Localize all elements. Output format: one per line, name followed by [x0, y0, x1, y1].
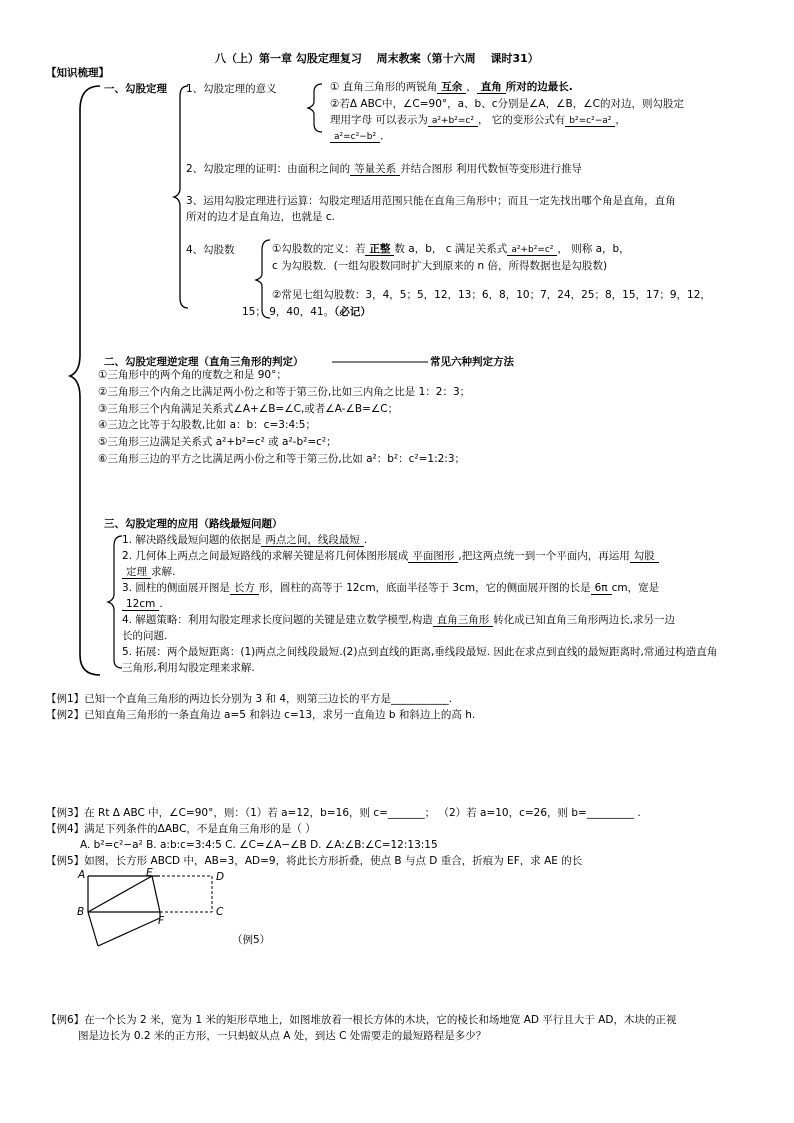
part3-item5-line2: 三角形,利用勾股定理来求解. [122, 662, 255, 674]
part3-item3-line2: 12cm . [122, 597, 163, 611]
example-4: 【例4】满足下列条件的ΔABC，不是直角三角形的是（ ） [46, 823, 316, 835]
item1-line2: ②若Δ ABC中，∠C=90°，a、b、c分别是∠A，∠B，∠C的对边，则勾股定 [330, 98, 684, 110]
fig-label-d: D [216, 871, 225, 883]
part3-item4-line2: 长的问题. [122, 630, 168, 642]
part3-item1: 1. 解决路线最短问题的依据是 两点之间，线段最短 . [122, 534, 368, 546]
fig-label-c: C [216, 906, 224, 918]
part2-item: ⑥三角形三边的平方之比满足两小份之和等于第三份,比如 a²：b²：c²=1:2:3； [98, 453, 466, 465]
fig-label-a: A [78, 869, 86, 881]
fig-label-f: F [158, 915, 165, 927]
item1-line4: a²=c²−b² ． [330, 129, 391, 144]
part3-brace [108, 536, 122, 668]
part2-item: ①三角形中的两个角的度数之和是 90°； [98, 369, 287, 381]
example-6-line1: 【例6】在一个长为 2 米，宽为 1 米的矩形草地上，如图堆放着一根长方体的木块，它的棱长和场地宽 AD 平行且大于 AD，木块的正视 [46, 1014, 677, 1026]
item4-line2: c 为勾股数．(一组勾股数同时扩大到原来的 n 倍，所得数据也是勾股数) [272, 260, 608, 272]
example-4-options: A. b²=c²−a² B. a:b:c=3:4:5 C. ∠C=∠A−∠B D. ∠A:∠B:∠C=12:13:15 [80, 839, 438, 851]
part3-heading: 三、勾股定理的应用（路线最短问题） [104, 518, 283, 530]
part3-item3-line1: 3. 圆柱的侧面展开图是 长方 形，圆柱的高等于 12cm，底面半径等于 3cm，它的侧面展开图的长是 6π cm，宽是 [122, 582, 660, 594]
item1-label: 1、勾股定理的意义 [186, 83, 277, 95]
item4-line4: 15； 9，40，41。（必记） [242, 306, 371, 318]
example-3: 【例3】在 Rt Δ ABC 中，∠C=90°，则：（1）若 a=12，b=16，则 c=_______； （2）若 a=10，c=26，则 b=_________ . [46, 807, 641, 819]
example-5-caption: （例5） [232, 934, 271, 946]
part3-item2-line1: 2. 几何体上两点之间最短路线的求解关键是将几何体图形展成 平面图形 ,把这两点统一到一个平面内，再运用 勾股 [122, 549, 659, 563]
section-header: 【知识梳理】 [46, 67, 109, 79]
part1-heading: 一、勾股定理 [104, 83, 167, 95]
example-1: 【例1】已知一个直角三角形的两边长分别为 3 和 4，则第三边长的平方是___________. [46, 693, 453, 705]
part2-item: ⑤三角形三边满足关系式 a²+b²=c² 或 a²-b²=c²； [98, 436, 337, 448]
page-title: 八（上）第一章 勾股定理复习 周末教案（第十六周 课时31） [215, 52, 539, 65]
example5-figure [88, 876, 212, 946]
item2-text: 2、勾股定理的证明：由面积之间的 等量关系 并结合图形 利用代数恒等变形进行推导 [186, 163, 583, 175]
item3-line2: 所对的边才是直角边，也就是 c. [186, 211, 335, 223]
example-6-line2: 图是边长为 0.2 米的正方形，一只蚂蚁从点 A 处，到达 C 处需要走的最短路程是多少？ [78, 1030, 487, 1042]
part3-item5-line1: 5. 拓展：两个最短距离：(1)两点之间线段最短.(2)点到直线的距离,垂线段最短. 因此在求点到直线的最短距离时,常通过构造直角 [122, 646, 718, 658]
main-brace [70, 86, 100, 675]
part2-heading: 二、勾股定理逆定理（直角三角形的判定） [104, 356, 304, 368]
part3-item4-line1: 4. 解题策略：利用勾股定理求长度问题的关键是建立数学模型,构造 直角三角形 转化成已知直角三角形两边长,求另一边 [122, 614, 676, 626]
example-2: 【例2】已知直角三角形的一条直角边 a=5 和斜边 c=13，求另一直角边 b 和斜边上的高 h. [46, 709, 476, 721]
fig-label-e: E [146, 867, 153, 879]
part2-item: ③三角形三个内角满足关系式∠A+∠B=∠C,或者∠A-∠B=∠C； [98, 403, 399, 415]
item4-label: 4、勾股数 [186, 244, 235, 256]
item4-line3: ②常见七组勾股数：3，4，5；5，12，13；6，8，10；7，24，25；8，15，17；9，12， [272, 289, 711, 301]
part3-item2-line2: 定理 求解. [122, 565, 175, 579]
item1-brace [308, 84, 322, 132]
part2-heading-tail: 常见六种判定方法 [430, 356, 514, 368]
item4-line1: ①勾股数的定义：若 正整 数 a，b， c 满足关系式 a²+b²=c² ， 则称 a，b， [272, 243, 630, 255]
part2-item: ④三边之比等于勾股数,比如 a：b：c=3:4:5； [98, 419, 316, 431]
item1-line3: 理用字母 可以表示为 a²+b²=c² ， 它的变形公式有 b²=c²−a² ， [330, 114, 626, 126]
fig-label-b: B [77, 906, 85, 918]
item1-line1: ① 直角三角形的两锐角 互余 ， 直角 所对的边最长. [330, 81, 573, 93]
example-5: 【例5】如图，长方形 ABCD 中，AB=3，AD=9，将此长方形折叠，使点 B 与点 D 重合，折痕为 EF，求 AE 的长 [46, 855, 583, 867]
item3-line1: 3、运用勾股定理进行运算：勾股定理适用范围只能在直角三角形中；而且一定先找出哪个角是直角，直角 [186, 195, 676, 207]
part2-item: ②三角形三个内角之比满足两小份之和等于第三份,比如三内角之比是 1：2：3； [98, 386, 471, 398]
